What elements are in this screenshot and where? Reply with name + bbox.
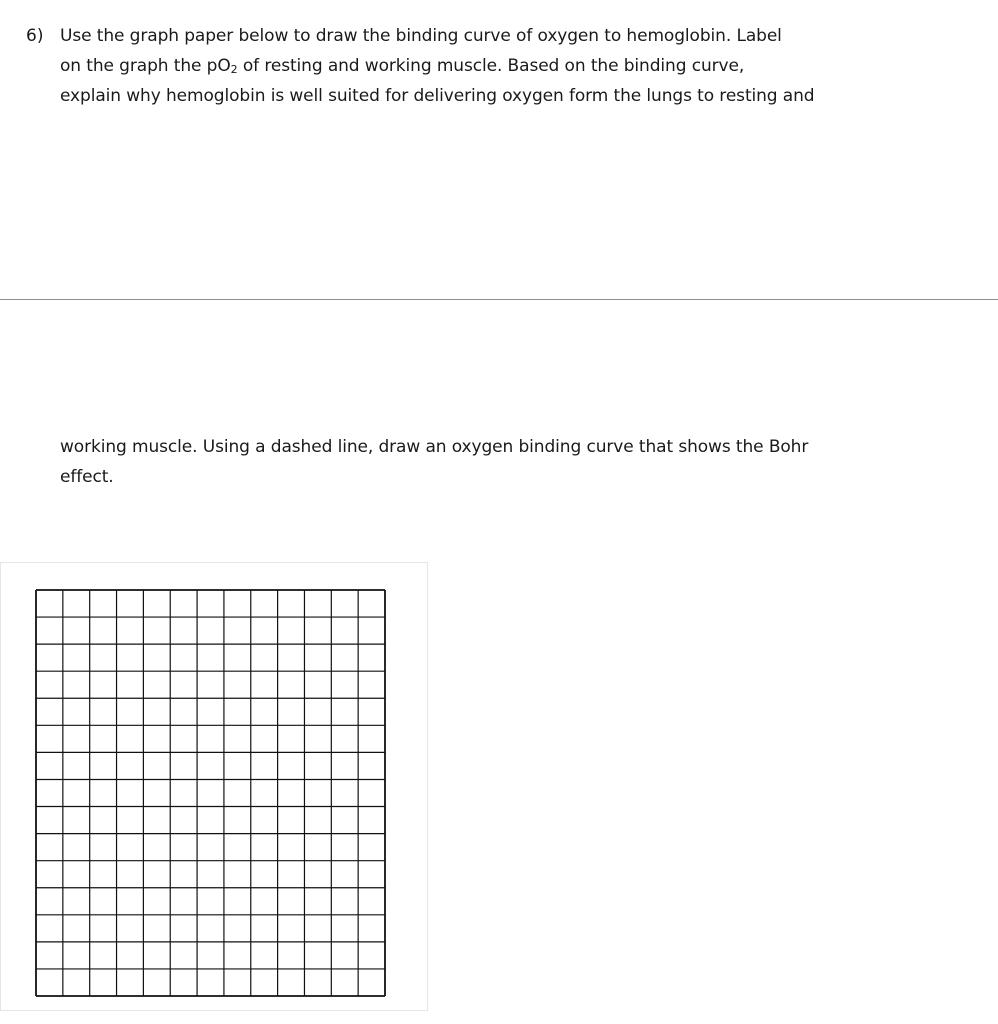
question-text-line-5: effect. [60,467,114,487]
question-text-line-2 [60,56,744,76]
question-text-line-1: Use the graph paper below to draw the binding curve of oxygen to hemoglobin. Label [60,26,782,46]
question-text-line-3: explain why hemoglobin is well suited for delivering oxygen form the lungs to resting and [60,86,815,106]
graph-paper [35,589,387,998]
page-divider [0,299,998,300]
question-number: 6) [26,26,44,46]
question-text-line-4: working muscle. Using a dashed line, draw an oxygen binding curve that shows the Bohr [60,437,809,457]
question-text-line-2-start: on the graph the pO [60,56,231,76]
grid-lines [36,590,385,996]
po2-subscript: 2 [230,63,238,76]
question-text-line-2-end: of resting and working muscle. Based on the binding curve, [237,56,745,76]
